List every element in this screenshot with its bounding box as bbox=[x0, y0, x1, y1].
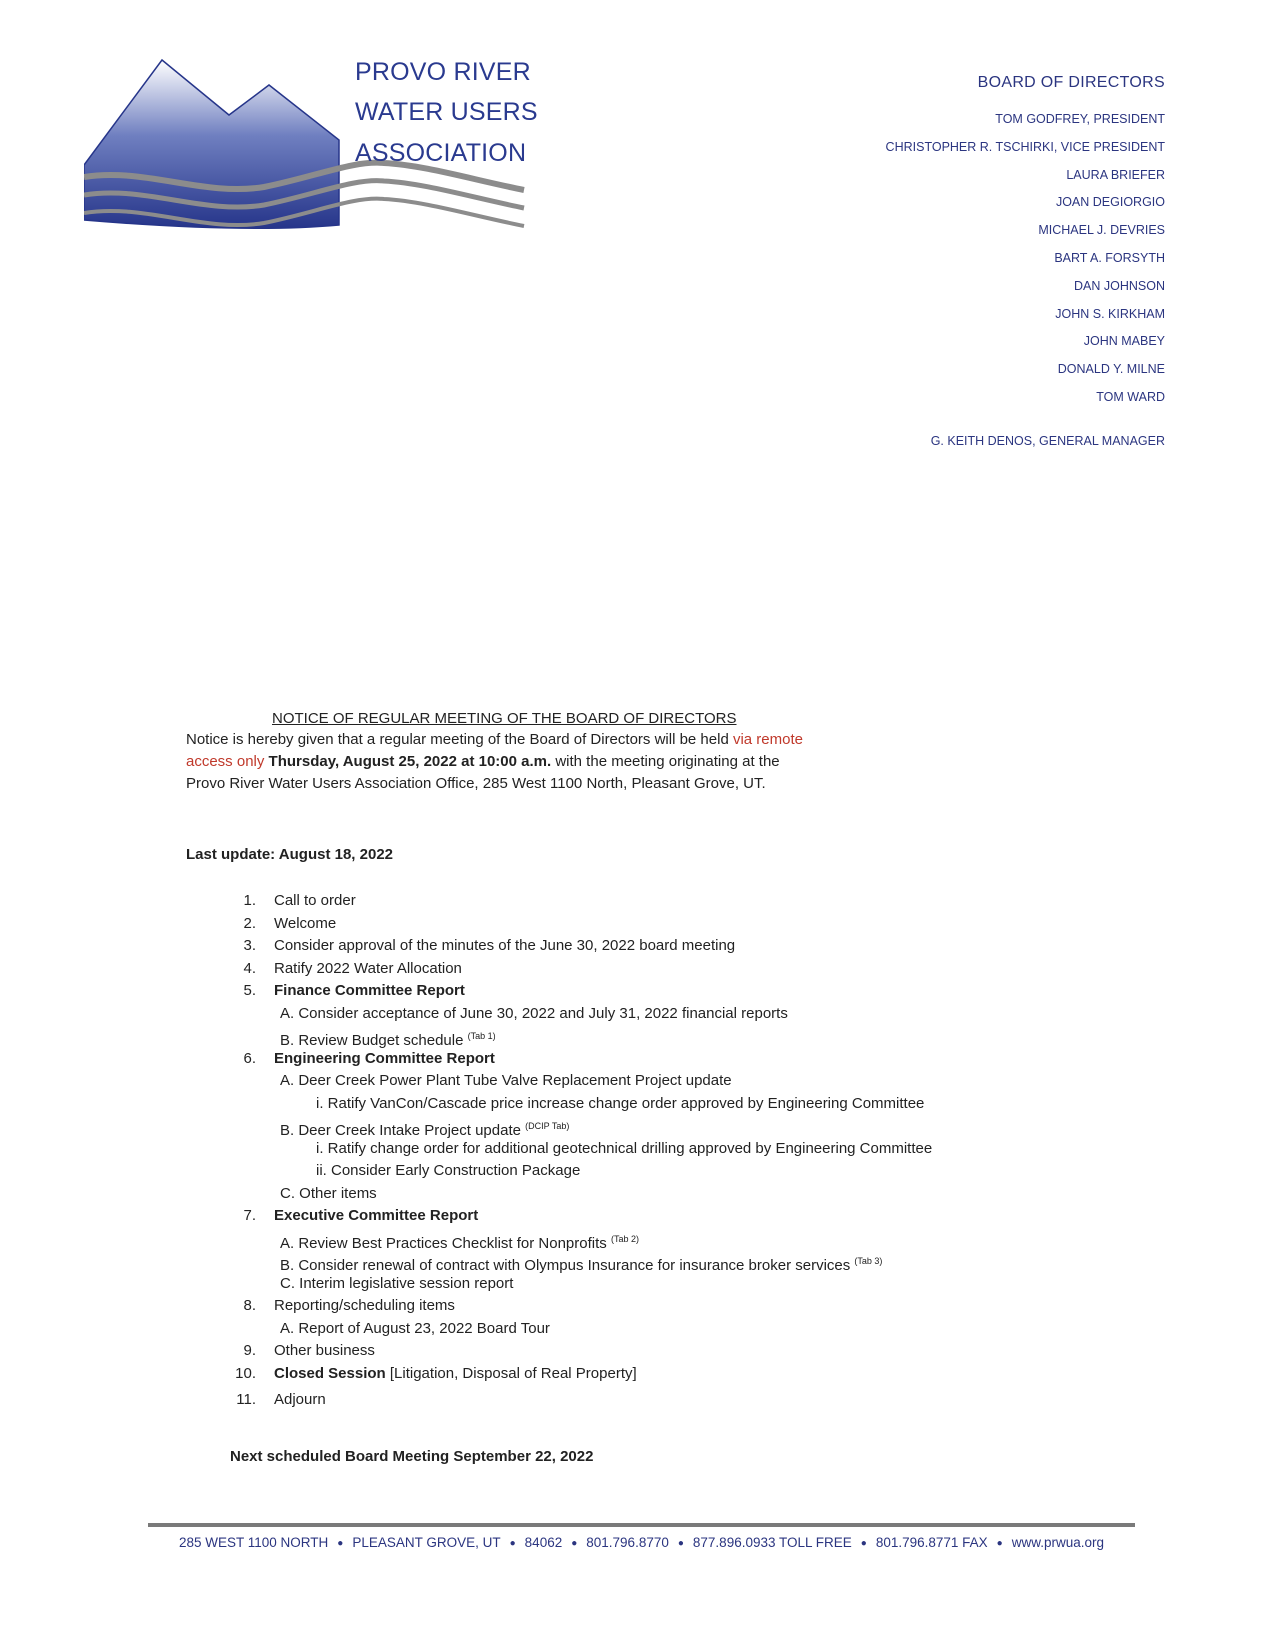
agenda-number: 8. bbox=[243, 1297, 256, 1314]
agenda-number: 3. bbox=[243, 937, 256, 954]
tab-reference: (DCIP Tab) bbox=[525, 1121, 570, 1131]
agenda-item bbox=[186, 1363, 1086, 1386]
agenda-number: 5. bbox=[243, 982, 256, 999]
agenda-number: 10. bbox=[235, 1364, 256, 1382]
agenda-text: A. Report of August 23, 2022 Board Tour bbox=[280, 1319, 550, 1337]
bullet-icon: ● bbox=[571, 1537, 578, 1549]
agenda-text: C. Other items bbox=[280, 1184, 377, 1202]
agenda-text: Call to order bbox=[274, 892, 356, 909]
meeting-notice bbox=[186, 710, 926, 795]
agenda-number: 7. bbox=[243, 1207, 256, 1224]
agenda-text: A. Deer Creek Power Plant Tube Valve Replacement Project update bbox=[280, 1072, 732, 1089]
agenda-text: i. Ratify VanCon/Cascade price increase change order approved by Engineering Committee bbox=[316, 1094, 925, 1112]
board-member: MICHAEL J. DEVRIES bbox=[1038, 223, 1165, 238]
agenda-item bbox=[186, 1389, 1086, 1412]
notice-heading: NOTICE OF REGULAR MEETING OF THE BOARD OF DIRECTORS bbox=[272, 710, 737, 727]
footer-toll-free: 877.896.0933 TOLL FREE bbox=[692, 1535, 852, 1550]
agenda-text: Other business bbox=[274, 1342, 375, 1359]
logo-text-line-3: ASSOCIATION bbox=[355, 139, 527, 167]
agenda-text: Closed Session bbox=[274, 1364, 386, 1382]
board-member: BART A. FORSYTH bbox=[1054, 250, 1165, 265]
agenda-text: C. Interim legislative session report bbox=[280, 1274, 514, 1292]
footer-divider bbox=[148, 1523, 1135, 1527]
board-member: DONALD Y. MILNE bbox=[1057, 362, 1165, 377]
agenda-number: 9. bbox=[243, 1342, 256, 1359]
logo-text-line-1: PROVO RIVER bbox=[355, 58, 531, 86]
footer-phone: 801.796.8770 bbox=[586, 1535, 669, 1550]
agenda-item bbox=[186, 1295, 1086, 1318]
tab-reference: (Tab 3) bbox=[854, 1256, 883, 1266]
board-member: TOM GODFREY, PRESIDENT bbox=[995, 112, 1165, 126]
agenda-item bbox=[186, 890, 1086, 913]
agenda-subitem bbox=[186, 1025, 1086, 1048]
board-member: TOM WARD bbox=[1096, 389, 1165, 404]
footer-fax: 801.796.8771 FAX bbox=[875, 1535, 988, 1550]
agenda-text: A. Review Best Practices Checklist for Nonprofits bbox=[280, 1234, 607, 1252]
agenda-item bbox=[186, 958, 1086, 981]
bullet-icon: ● bbox=[509, 1537, 516, 1549]
meeting-datetime: Thursday, August 25, 2022 at 10:00 a.m. bbox=[268, 753, 552, 770]
agenda-subitem bbox=[186, 1318, 1086, 1341]
bullet-icon: ● bbox=[860, 1537, 867, 1549]
board-member: CHRISTOPHER R. TSCHIRKI, VICE PRESIDENT bbox=[885, 139, 1165, 154]
agenda-subitem bbox=[186, 1228, 1086, 1251]
agenda-item bbox=[186, 913, 1086, 936]
agenda-text: B. Consider renewal of contract with Olympus Insurance for insurance broker services bbox=[280, 1257, 851, 1274]
agenda-item bbox=[186, 1340, 1086, 1363]
agenda-text: i. Ratify change order for additional geotechnical drilling approved by Engineering Committee bbox=[316, 1139, 933, 1157]
agenda-text: Executive Committee Report bbox=[274, 1207, 479, 1224]
agenda-subitem bbox=[186, 1003, 1086, 1026]
logo-text-line-2: WATER USERS bbox=[355, 98, 538, 126]
bullet-icon: ● bbox=[337, 1537, 344, 1549]
agenda-number: 2. bbox=[243, 914, 256, 932]
agenda-text: ii. Consider Early Construction Package bbox=[316, 1162, 581, 1179]
agenda-text: A. Consider acceptance of June 30, 2022 and July 31, 2022 financial reports bbox=[280, 1004, 788, 1022]
footer-city: PLEASANT GROVE, UT bbox=[352, 1535, 501, 1550]
bullet-icon: ● bbox=[677, 1537, 684, 1549]
tab-reference: (Tab 1) bbox=[467, 1031, 496, 1041]
agenda-text: B. Deer Creek Intake Project update bbox=[280, 1122, 521, 1139]
next-meeting: Next scheduled Board Meeting September 22, 2022 bbox=[230, 1448, 594, 1465]
board-member: LAURA BRIEFER bbox=[1066, 167, 1165, 182]
board-member: DAN JOHNSON bbox=[1074, 278, 1165, 293]
notice-body bbox=[186, 729, 926, 751]
agenda-text: Adjourn bbox=[274, 1391, 326, 1408]
agenda-item bbox=[186, 1048, 1086, 1071]
footer-contact bbox=[148, 1535, 1135, 1550]
agenda-subsubitem bbox=[186, 1138, 1086, 1161]
agenda-item bbox=[186, 980, 1086, 1003]
footer-website-link[interactable]: www.prwua.org bbox=[1011, 1535, 1105, 1550]
board-member: JOHN S. KIRKHAM bbox=[1055, 306, 1165, 321]
board-member: JOHN MABEY bbox=[1083, 334, 1165, 349]
agenda-text: Ratify 2022 Water Allocation bbox=[274, 959, 462, 977]
agenda-number: 11. bbox=[236, 1391, 256, 1408]
agenda-subitem bbox=[186, 1070, 1086, 1093]
notice-after: with the meeting originating at the bbox=[551, 753, 780, 770]
last-update: Last update: August 18, 2022 bbox=[186, 846, 393, 863]
agenda-subitem bbox=[186, 1183, 1086, 1206]
agenda-list bbox=[186, 890, 1086, 1412]
tab-reference: (Tab 2) bbox=[610, 1233, 639, 1244]
agenda-text-rest: [Litigation, Disposal of Real Property] bbox=[385, 1364, 637, 1382]
agenda-text: Consider approval of the minutes of the June 30, 2022 board meeting bbox=[274, 937, 736, 954]
agenda-subitem bbox=[186, 1115, 1086, 1138]
agenda-text: Finance Committee Report bbox=[274, 982, 465, 999]
bullet-icon: ● bbox=[996, 1537, 1003, 1549]
remote-access-text: via remote bbox=[732, 731, 803, 748]
agenda-number: 6. bbox=[243, 1049, 256, 1067]
general-manager: G. KEITH DENOS, GENERAL MANAGER bbox=[930, 433, 1165, 448]
notice-body-line-2 bbox=[186, 751, 926, 773]
footer-zip: 84062 bbox=[524, 1535, 563, 1550]
remote-access-text-2: access only bbox=[186, 753, 265, 770]
agenda-subitem bbox=[186, 1273, 1086, 1296]
agenda-number: 4. bbox=[243, 959, 256, 977]
agenda-subsubitem bbox=[186, 1160, 1086, 1183]
agenda-number: 1. bbox=[243, 892, 256, 909]
notice-location: Provo River Water Users Association Office, 285 West 1100 North, Pleasant Grove, UT. bbox=[186, 775, 766, 792]
board-of-directors-list bbox=[886, 74, 1165, 448]
agenda-item bbox=[186, 1205, 1086, 1228]
agenda-text: Welcome bbox=[274, 914, 337, 932]
agenda-subsubitem bbox=[186, 1093, 1086, 1116]
footer-address: 285 WEST 1100 NORTH bbox=[178, 1535, 329, 1550]
board-title: BOARD OF DIRECTORS bbox=[977, 74, 1165, 91]
board-member: JOAN DEGIORGIO bbox=[1055, 195, 1165, 210]
agenda-subitem bbox=[186, 1250, 1086, 1273]
agenda-item bbox=[186, 935, 1086, 958]
agenda-text: Engineering Committee Report bbox=[274, 1049, 495, 1067]
agenda-text: B. Review Budget schedule bbox=[280, 1032, 464, 1049]
notice-intro: Notice is hereby given that a regular meeting of the Board of Directors will be held bbox=[186, 731, 733, 748]
agenda-text: Reporting/scheduling items bbox=[274, 1297, 455, 1314]
